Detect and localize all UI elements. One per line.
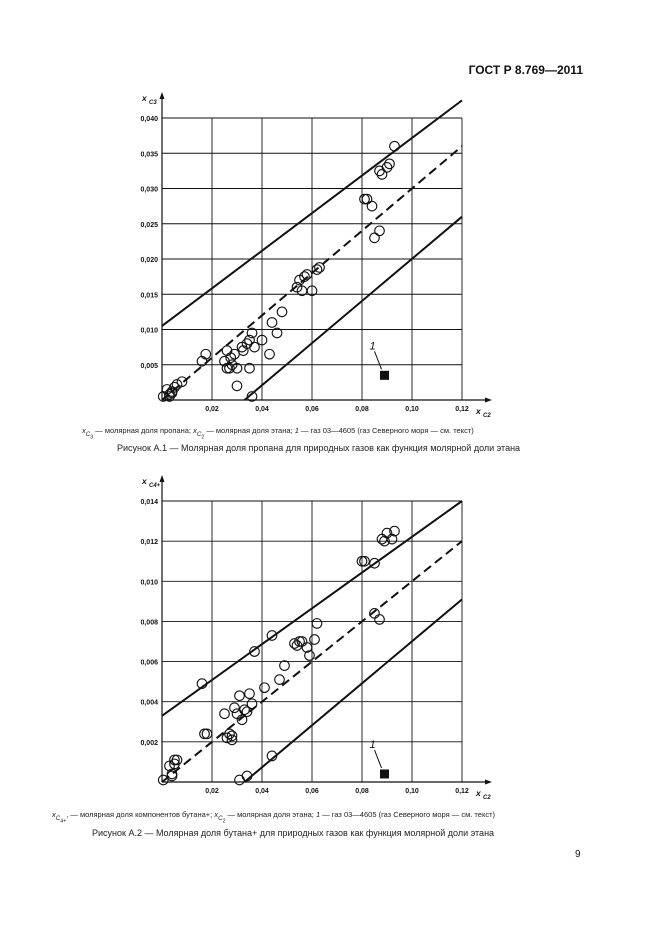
y-tick-label: 0,030	[140, 186, 158, 194]
figure-2-caption: $x_{C_{4+}}$, — молярная доля компонентов бутана+; $x_{C_2}$ — молярная доля этана; 1 — газ 03—4605 (газ Северного моря — см. текст)	[52, 810, 496, 824]
x-tick-label: 0,08	[355, 406, 369, 413]
y-axis-arrow	[160, 475, 165, 482]
x-tick-label: 0,04	[255, 406, 269, 413]
x-tick-label: 0,02	[205, 788, 219, 795]
x-tick-label: 0,06	[305, 406, 319, 413]
data-point	[220, 709, 230, 719]
data-point	[245, 689, 255, 699]
data-point	[232, 709, 242, 719]
y-tick-label: 0,008	[140, 619, 158, 627]
x-axis-label-sub: C2	[483, 413, 491, 419]
y-tick-label: 0,020	[140, 257, 158, 264]
special-point	[380, 769, 389, 778]
figure-1-title: Рисунок А.1 — Молярная доля пропана для природных газов как функция молярной доли этана	[117, 443, 521, 453]
standard-number: ГОСТ Р 8.769—2011	[468, 63, 583, 77]
x-tick-label: 0,04	[255, 788, 269, 795]
y-tick-label: 0,010	[140, 579, 158, 587]
y-tick-label: 0,014	[140, 499, 158, 506]
x-axis-label: x	[476, 788, 481, 798]
x-tick-label: 0,08	[355, 788, 369, 795]
y-tick-label: 0,010	[140, 327, 158, 335]
x-axis-arrow	[485, 780, 492, 785]
data-point	[377, 534, 387, 544]
data-point	[230, 703, 240, 713]
data-point	[360, 556, 370, 566]
y-tick-label: 0,005	[140, 362, 158, 370]
figure-1-caption: $x_{C_3}$ — молярная доля пропана; $x_{C_2}$ — молярная доля этана; 1 — газ 03—4605 (газ Северного моря — см. текст)	[82, 426, 474, 440]
data-point	[375, 615, 385, 625]
data-point	[275, 675, 285, 685]
data-point	[235, 691, 245, 701]
y-axis-label-sub: C4+	[149, 483, 161, 489]
y-tick-label: 0,012	[140, 539, 158, 547]
y-axis-label: x	[142, 476, 147, 486]
y-axis-label: x	[142, 93, 147, 103]
data-point	[280, 661, 290, 671]
x-tick-label: 0,12	[455, 788, 469, 795]
y-tick-label: 0,006	[140, 659, 158, 667]
page-number: 9	[575, 849, 581, 860]
y-tick-label: 0,004	[140, 699, 158, 707]
x-axis-label-sub: C2	[483, 795, 491, 801]
x-tick-label: 0,12	[455, 406, 469, 413]
special-point-leader	[375, 750, 382, 768]
x-tick-label: 0,10	[405, 406, 419, 413]
special-point-label: 1	[369, 738, 376, 751]
y-axis-label-sub: C3	[149, 100, 157, 106]
x-tick-label: 0,02	[205, 406, 219, 413]
y-tick-label: 0,025	[140, 221, 158, 229]
data-point	[200, 729, 210, 739]
data-point	[310, 635, 320, 645]
y-tick-label: 0,040	[140, 116, 158, 123]
data-point	[260, 683, 270, 693]
x-tick-label: 0,06	[305, 788, 319, 795]
y-tick-label: 0,015	[140, 292, 158, 300]
figure-2-title: Рисунок А.2 — Молярная доля бутана+ для природных газов как функция молярной доли этана	[92, 828, 495, 838]
x-axis-label: x	[476, 406, 481, 416]
y-tick-label: 0,002	[140, 739, 158, 747]
x-tick-label: 0,10	[405, 788, 419, 795]
data-point	[235, 775, 245, 785]
y-tick-label: 0,035	[140, 151, 158, 159]
data-point	[312, 619, 322, 629]
data-point	[247, 699, 257, 709]
data-point	[202, 729, 212, 739]
special-point-label: 1	[369, 340, 376, 353]
